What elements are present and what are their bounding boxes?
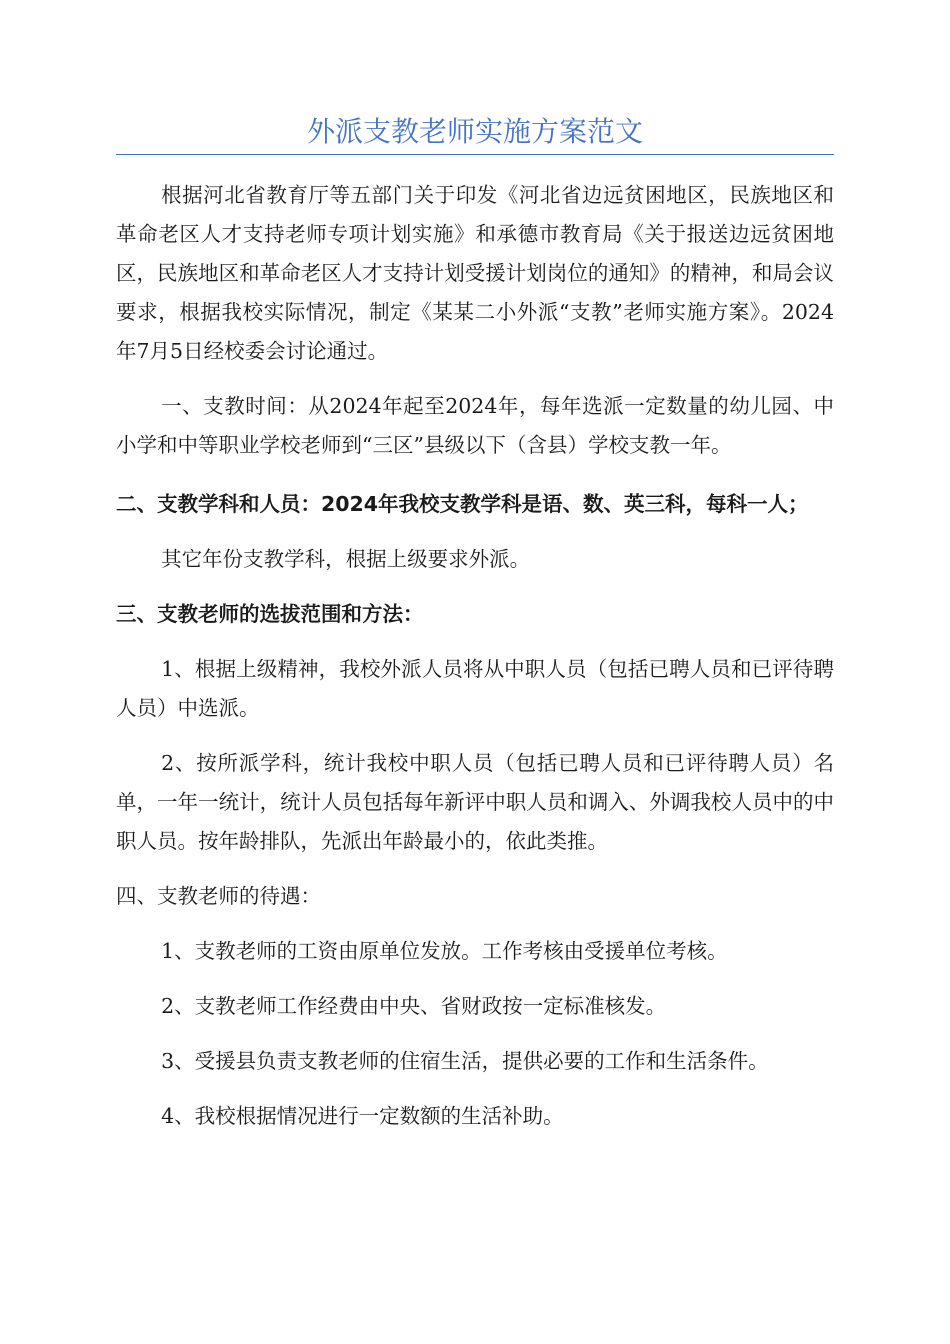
section-2-heading: 二、支教学科和人员：2024年我校支教学科是语、数、英三科，每科一人；	[116, 492, 809, 516]
section-2-body: 其它年份支教学科，根据上级要求外派。	[161, 547, 531, 571]
section-4-item-4: 4、我校根据情况进行一定数额的生活补助。	[161, 1104, 564, 1128]
section-3-heading: 三、支教老师的选拔范围和方法：	[116, 602, 424, 626]
section-3-item-1: 1、根据上级精神，我校外派人员将从中职人员（包括已聘人员和已评待聘人员）中选派。	[116, 657, 834, 720]
section-1-paragraph: 一、支教时间：从2024年起至2024年，每年选派一定数量的幼儿园、中小学和中等职业学校老师到“三区”县级以下（含县）学校支教一年。	[116, 394, 834, 457]
document-body	[116, 176, 834, 1136]
section-4-heading: 四、支教老师的待遇：	[116, 884, 321, 908]
section-4-item-3: 3、受援县负责支教老师的住宿生活，提供必要的工作和生活条件。	[161, 1049, 769, 1073]
section-3-item-2: 2、按所派学科，统计我校中职人员（包括已聘人员和已评待聘人员）名单，一年一统计，统计人员包括每年新评中职人员和调入、外调我校人员中的中职人员。按年龄排队，先派出年龄最小的，依此类推。	[116, 751, 834, 853]
document-title: 外派支教老师实施方案范文	[306, 115, 643, 148]
section-4-item-1: 1、支教老师的工资由原单位发放。工作考核由受援单位考核。	[161, 939, 728, 963]
intro-paragraph: 根据河北省教育厅等五部门关于印发《河北省边远贫困地区，民族地区和革命老区人才支持老师专项计划实施》和承德市教育局《关于报送边远贫困地区，民族地区和革命老区人才支持计划受援计划岗位的通知》的精神，和局会议要求，根据我校实际情况，制定《某某二小外派“支教”老师实施方案》。2024年7月5日经校委会讨论通过。	[116, 183, 834, 363]
section-4-item-2: 2、支教老师工作经费由中央、省财政按一定标准核发。	[161, 994, 667, 1018]
title-underline	[116, 154, 834, 155]
